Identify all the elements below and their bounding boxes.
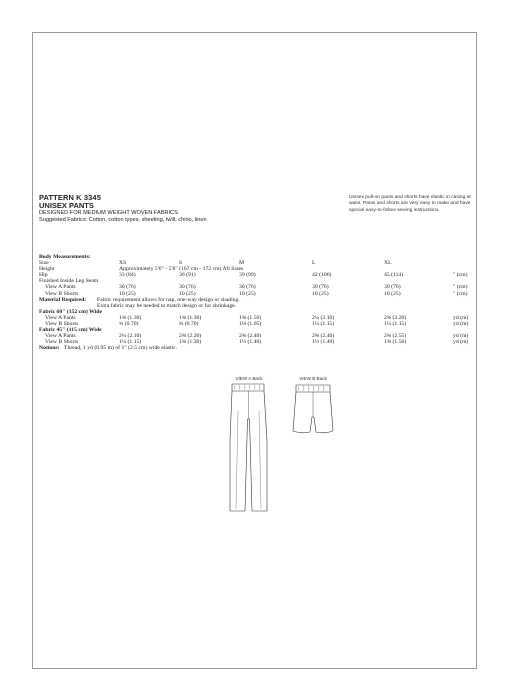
finished-pants-xs: 30 (76) <box>119 284 136 291</box>
finished-pants-l: 30 (76) <box>312 284 329 291</box>
pattern-title: UNISEX PANTS <box>39 201 94 210</box>
fabric45-shorts-m: 1½ (1.40) <box>239 339 262 346</box>
pattern-number: PATTERN K 3345 <box>39 193 101 202</box>
fabric60-pants-xs: 1⅜ (1.30) <box>119 314 142 321</box>
fabric45-pants-s: 2⅜ (2.20) <box>179 333 202 340</box>
fabric60-pants-xl: 2⅜ (2.20) <box>384 314 407 321</box>
suggested-fabrics: Suggested Fabrics: Cotton, cotton types, sheeting, twill, chino, linen <box>39 217 207 223</box>
fabric45-pants-l: 2⅝ (2.40) <box>312 333 335 340</box>
height-label: Height <box>39 266 55 273</box>
size-l: L <box>312 260 316 267</box>
hip-label: Hip <box>39 272 48 279</box>
finished-shorts-label: View B Shorts <box>45 290 79 297</box>
view-a-pants-drawing <box>223 381 275 521</box>
fabric45-pants-label: View A Pants <box>45 333 76 340</box>
fabric60-pants-unit: yd (m) <box>453 314 469 321</box>
hip-m: 39 (99) <box>239 272 256 279</box>
finished-shorts-m: 10 (25) <box>239 290 256 297</box>
size-s: S <box>179 260 183 267</box>
body-measurements-heading: Body Measurements: <box>39 254 91 260</box>
material-label: Material Required: <box>39 296 87 303</box>
view-b-label: VIEW B Back <box>299 376 327 381</box>
fabric45-shorts-l: 1½ (1.40) <box>312 339 335 346</box>
finished-pants-m: 30 (76) <box>239 284 256 291</box>
view-a-label: VIEW A Back <box>235 376 263 381</box>
size-xl: XL <box>384 260 392 267</box>
hip-unit: " (cm) <box>453 272 468 279</box>
fabric60-pants-l: 2¼ (2.10) <box>312 314 335 321</box>
fabric45-shorts-xl: 1⅝ (1.50) <box>384 339 407 346</box>
fabric60-shorts-unit: yd (m) <box>453 321 469 328</box>
fabric45-shorts-unit: yd (m) <box>453 339 469 346</box>
view-a-elastic-gathers <box>234 385 260 390</box>
finished-heading: Finished Inside Leg Seam <box>39 278 99 285</box>
material-line-1: Fabric requirement allows for nap, one-way design or shading. <box>97 296 240 303</box>
finished-pants-s: 30 (76) <box>179 284 196 291</box>
fabric60-pants-m: 1⅝ (1.50) <box>239 314 262 321</box>
finished-shorts-unit: " (cm) <box>453 290 468 297</box>
fabric45-shorts-s: 1⅜ (1.30) <box>179 339 202 346</box>
notions-text: Thread, 1 yd (0.95 m) of 1" (2.5 cm) wide elastic. <box>64 345 178 352</box>
finished-pants-label: View A Pants <box>45 284 76 291</box>
fabric45-pants-unit: yd (m) <box>453 333 469 340</box>
fabric60-heading: Fabric 60" (152 cm) Wide <box>39 308 102 315</box>
designed-for: DESIGNED FOR MEDIUM WEIGHT WOVEN FABRICS <box>39 210 178 216</box>
view-a-leg-creases <box>236 411 261 509</box>
view-b-illustration <box>287 376 339 461</box>
fabric60-pants-s: 1⅜ (1.30) <box>179 314 202 321</box>
fabric60-pants-label: View A Pants <box>45 314 76 321</box>
hip-s: 36 (91) <box>179 272 196 279</box>
finished-pants-xl: 30 (76) <box>384 284 401 291</box>
finished-shorts-xl: 10 (25) <box>384 290 401 297</box>
fabric45-pants-xs: 2¼ (2.10) <box>119 333 142 340</box>
hip-xs: 33 (84) <box>119 272 136 279</box>
fabric45-pants-m: 2⅝ (2.40) <box>239 333 262 340</box>
fabric60-shorts-label: View B Shorts <box>45 321 79 328</box>
notions-label: Notions: <box>39 345 60 352</box>
size-m: M <box>239 260 245 267</box>
size-xs: XS <box>119 260 127 267</box>
size-label: Size <box>39 260 49 267</box>
finished-shorts-s: 10 (25) <box>179 290 196 297</box>
fabric60-shorts-xl: 1¼ (1.15) <box>384 321 407 328</box>
fabric60-shorts-s: ¾ (0.70) <box>179 321 199 328</box>
material-line-2: Extra fabric may be needed to match design or for shrinkage. <box>97 302 237 309</box>
pattern-header <box>39 194 309 224</box>
finished-pants-unit: " (cm) <box>453 284 468 291</box>
fabric45-shorts-xs: 1¼ (1.15) <box>119 339 142 346</box>
fabric45-shorts-label: View B Shorts <box>45 339 79 346</box>
finished-shorts-xs: 10 (25) <box>119 290 136 297</box>
fabric60-shorts-l: 1¼ (1.15) <box>312 321 335 328</box>
fabric60-shorts-m: 1⅛ (1.05) <box>239 321 262 328</box>
view-b-elastic-gathers <box>298 386 324 391</box>
hip-xl: 45 (114) <box>384 272 404 279</box>
view-b-shorts-drawing <box>287 381 339 461</box>
hip-l: 42 (106) <box>312 272 332 279</box>
view-a-illustration <box>223 376 275 521</box>
fabric60-shorts-xs: ¾ (0.70) <box>119 321 139 328</box>
pattern-description: Unisex pull-on pants and shorts have elastic in casing at waist. Pants and shorts are very easy to make and have special easy-to-follow sewing instructions. <box>349 195 471 213</box>
fabric45-pants-xl: 2¾ (2.55) <box>384 333 407 340</box>
finished-shorts-l: 10 (25) <box>312 290 329 297</box>
height-value: Approximately 5'6" - 5'8" (167 cm - 172 cm) All Sizes <box>119 266 244 273</box>
fabric45-heading: Fabric 45" (115 cm) Wide <box>39 327 102 334</box>
